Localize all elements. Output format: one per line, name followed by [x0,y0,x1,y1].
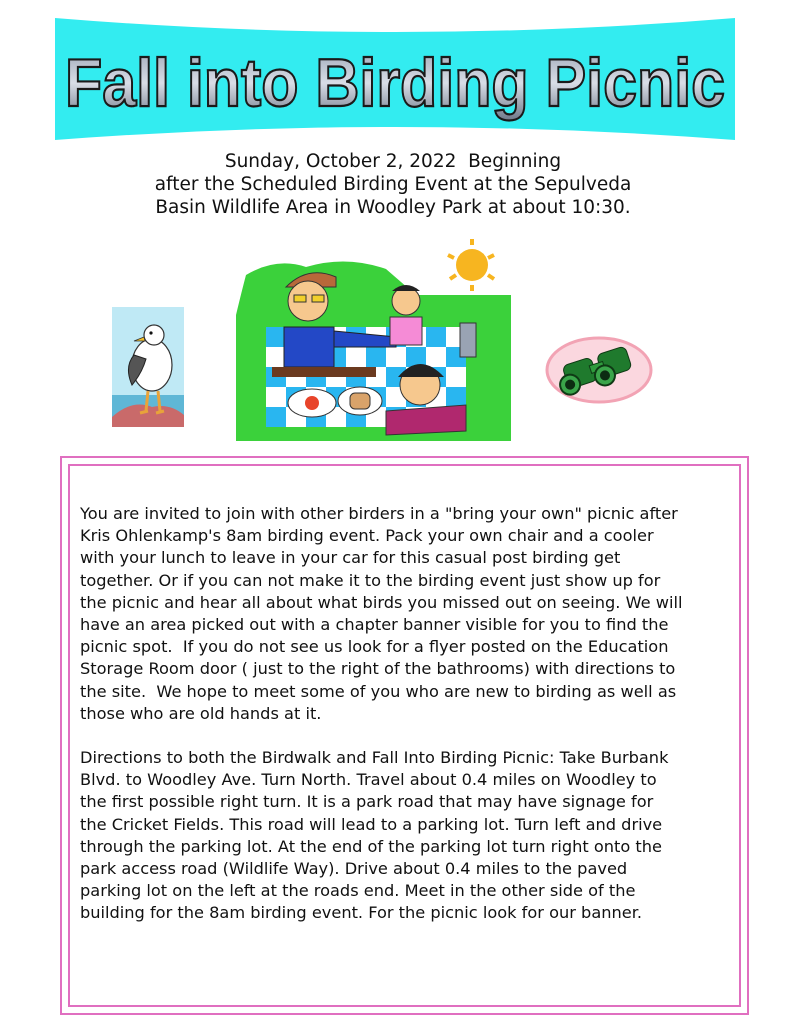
title-banner [55,18,735,140]
invitation-paragraph [80,503,740,725]
directions-line: through the parking lot. At the end of the parking lot turn right onto the [80,836,662,856]
info-box-text [80,503,740,925]
directions-line: park access road (Wildlife Way). Drive about 0.4 miles to the paved [80,859,628,879]
directions-line: Directions to both the Birdwalk and Fall Into Birding Picnic: Take Burbank [80,748,669,768]
directions-paragraph [80,747,740,925]
invitation-line: picnic spot. If you do not see us look for a flyer posted on the Education [80,637,669,657]
directions-line: the first possible right turn. It is a park road that may have signage for [80,792,654,812]
directions-line: the Cricket Fields. This road will lead to a parking lot. Turn left and drive [80,814,663,834]
directions-line: parking lot on the left at the roads end. Meet in the other side of the [80,881,636,901]
page-title: Fall into Birding Picnic [65,45,725,121]
invitation-line: the site. We hope to meet some of you who are new to birding as well as [80,681,677,701]
binoculars-image [545,335,653,405]
directions-line: building for the 8am birding event. For the picnic look for our banner. [80,903,643,923]
seagull-image [112,307,184,427]
event-time-line: after the Scheduled Birding Event at the Sepulveda [154,174,632,195]
event-location-line: Basin Wildlife Area in Woodley Park at about 10:30. [155,197,631,218]
invitation-line: have an area picked out with a chapter banner visible for you to find the [80,615,669,635]
event-details [60,150,726,219]
invitation-line: the picnic and hear all about what birds you missed out on seeing. We will [80,592,683,612]
invitation-line: Storage Room door ( just to the right of the bathrooms) with directions to [80,659,676,679]
invitation-line: together. Or if you can not make it to the birding event just show up for [80,570,661,590]
invitation-line: You are invited to join with other birders in a "bring your own" picnic after [80,504,678,523]
event-date-line: Sunday, October 2, 2022 Beginning [224,151,562,172]
invitation-line: those who are old hands at it. [80,703,322,723]
invitation-line: Kris Ohlenkamp's 8am birding event. Pack your own chair and a cooler [80,526,654,546]
invitation-line: with your lunch to leave in your car for this casual post birding get [80,548,621,568]
directions-line: Blvd. to Woodley Ave. Turn North. Travel about 0.4 miles on Woodley to [80,770,657,790]
picnic-family-image [236,235,511,441]
